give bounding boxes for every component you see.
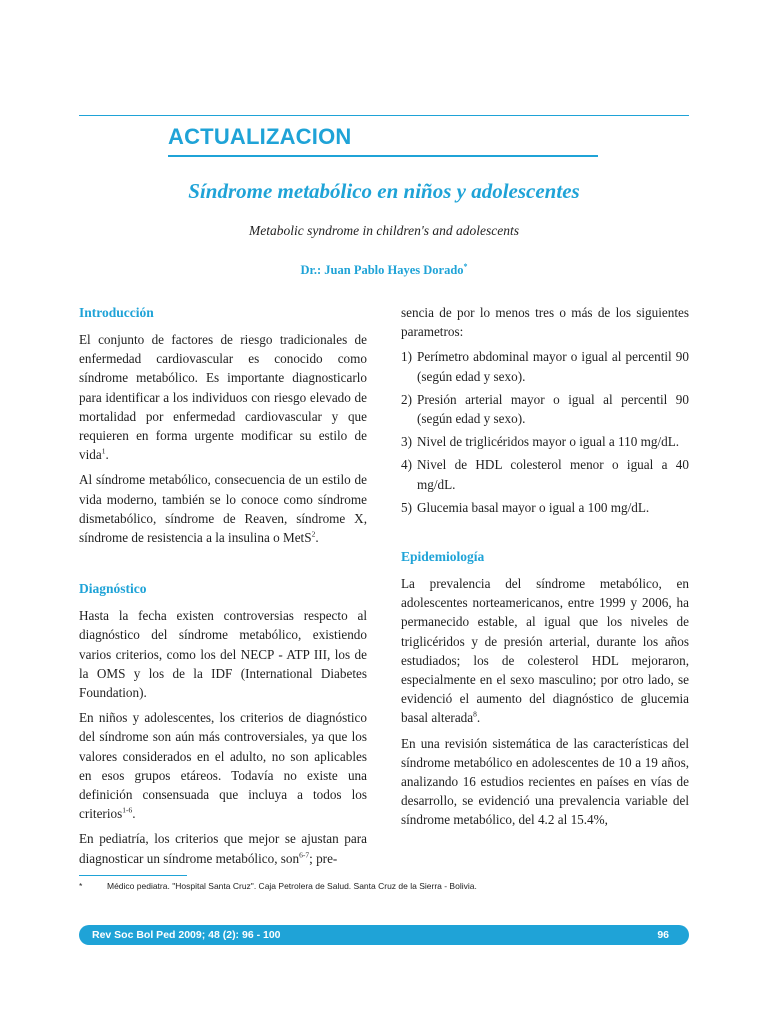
section-underline: [168, 155, 598, 157]
list-item: [401, 455, 689, 493]
list-item-number: 1): [401, 349, 412, 365]
list-item-number: 3): [401, 434, 412, 450]
diagnosis-paragraph-2: En niños y adolescentes, los criterios de diagnóstico del síndrome son aún más controversiales, ya que los valores considerados en el adulto, no son aplicables en esos grupos etáreos. Todavía no existe una definición consensuada que incluya a todos los criterios$^{1-6}$.: [79, 710, 367, 822]
page-number: 96: [657, 929, 669, 941]
footnote: [79, 881, 477, 891]
list-item-text: Nivel de HDL colesterol menor o igual a 40 mg/dL.: [417, 457, 689, 492]
diagnosis-paragraph-2-text: En niños y adolescentes, los criterios de diagnóstico del síndrome son aún más controversiales, ya que los valores considerados en el adulto, no son aplicables en esos grupos etáreos. Todavía no existe una definición consensuada que incluya a todos los criterios: [79, 710, 367, 822]
right-column: [401, 303, 689, 836]
list-item-number: 4): [401, 457, 412, 473]
reference-mark: 2: [311, 529, 316, 539]
author-mark: *: [463, 262, 468, 271]
list-item-text: Nivel de triglicéridos mayor o igual a 110 mg/dL.: [417, 434, 680, 450]
intro-paragraph-2-text: Al síndrome metabólico, consecuencia de un estilo de vida moderno, también se lo conoce como síndrome dismetabólico, síndrome de Reaven, síndrome X, síndrome de resistencia a la insulina o MetS: [79, 472, 367, 546]
continuation-paragraph: sencia de por lo menos tres o más de los siguientes parametros:: [401, 305, 689, 340]
intro-paragraph-1: El conjunto de factores de riesgo tradicionales de enfermedad cardiovascular es conocido como síndrome metabólico. Es importante diagnosticarlo para identificar a los individuos con riesgo elevado de mortalidad por enfermedad cardiovascular y que requieren en forma urgente modificar su estilo de vida$^1$.: [79, 332, 367, 463]
reference-mark: 1: [101, 446, 106, 456]
epidemiology-paragraph-1-text: La prevalencia del síndrome metabólico, en adolescentes norteamericanos, entre 1999 y 2006, ha permanecido estable, al igual que los niveles de triglicéridos y de presión arterial, durante los años estudiados; los de colesterol HDL mejoraron, especialmente en el sexo masculino; por otro lado, se evidenció el aumento del diagnóstico de glucemia basal alterada: [401, 576, 689, 726]
list-item-number: 2): [401, 391, 412, 407]
author-name: Dr.: Juan Pablo Hayes Dorado: [300, 263, 464, 278]
reference-mark: 1-6: [122, 805, 133, 815]
intro-paragraph-1-text: El conjunto de factores de riesgo tradicionales de enfermedad cardiovascular es conocido como síndrome metabólico. Es importante diagnosticarlo para identificar a los individuos con riesgo elevado de mortalidad por enfermedad cardiovascular y que requieren en forma urgente modificar su estilo de vida: [79, 332, 367, 463]
journal-citation: Rev Soc Bol Ped 2009; 48 (2): 96 - 100: [92, 929, 281, 941]
intro-heading: Introducción: [79, 305, 154, 320]
list-item-number: 5): [401, 499, 412, 515]
list-item-text: Glucemia basal mayor o igual a 100 mg/dL.: [417, 499, 650, 515]
diagnosis-paragraph-3-end: ; pre-: [309, 850, 338, 866]
article-title: Síndrome metabólico en niños y adolescentes: [188, 179, 580, 203]
list-item: [401, 390, 689, 428]
list-item-text: Presión arterial mayor o igual al percentil 90 (según edad y sexo).: [417, 391, 689, 427]
list-item: [401, 347, 689, 385]
intro-paragraph-2: Al síndrome metabólico, consecuencia de un estilo de vida moderno, también se lo conoce como síndrome dismetabólico, síndrome de Reaven, síndrome X, síndrome de resistencia a la insulina o MetS$^2$.: [79, 472, 367, 546]
epidemiology-paragraph-1: La prevalencia del síndrome metabólico, en adolescentes norteamericanos, entre 1999 y 2006, ha permanecido estable, al igual que los niveles de triglicéridos y de presión arterial, durante los años estudiados; los de colesterol HDL mejoraron, especialmente en el sexo masculino; por otro lado, se evidenció el aumento del diagnóstico de glucemia basal alterada$^8$.: [401, 576, 689, 726]
diagnosis-paragraph-3: [79, 829, 367, 867]
list-item: [401, 498, 689, 517]
article-subtitle: Metabolic syndrome in children's and adolescents: [249, 223, 519, 238]
footnote-rule: [79, 875, 187, 876]
list-item-text: Perímetro abdominal mayor o igual al percentil 90 (según edad y sexo).: [417, 349, 689, 384]
diagnosis-heading: Diagnóstico: [79, 581, 147, 597]
left-column: [79, 303, 367, 874]
footnote-text: Médico pediatra. "Hospital Santa Cruz". Caja Petrolera de Salud. Santa Cruz de la Sierra - Bolivia.: [107, 881, 477, 891]
criteria-list: [401, 347, 689, 517]
section-label: ACTUALIZACION: [168, 124, 352, 149]
author-line: [0, 258, 768, 279]
footnote-mark: *: [79, 881, 83, 891]
diagnosis-paragraph-1: Hasta la fecha existen controversias respecto al diagnóstico del síndrome metabólico, existiendo varios criterios, como los del NECP - ATP III, los de la OMS y los de la IDF (International Diabetes Foundation).: [79, 608, 367, 701]
epidemiology-heading: Epidemiología: [401, 549, 485, 565]
reference-mark: 8: [473, 710, 477, 720]
epidemiology-paragraph-2: En una revisión sistemática de las características del síndrome metabólico en adolescentes de 10 a 19 años, analizando 16 estudios recientes en países en vías de desarrollo, se evidenció una prevalencia variable del síndrome metabólico, del 4.2 al 15.4%,: [401, 735, 689, 828]
diagnosis-paragraph-3-text: En pediatría, los criterios que mejor se ajustan para diagnosticar un síndrome metabólico, son: [79, 831, 367, 866]
top-rule: [79, 115, 689, 116]
footer-bar: [79, 925, 689, 945]
reference-mark: 6-7: [299, 850, 310, 860]
section-gap: [401, 521, 689, 547]
list-item: [401, 432, 689, 451]
section-gap: [79, 553, 367, 579]
